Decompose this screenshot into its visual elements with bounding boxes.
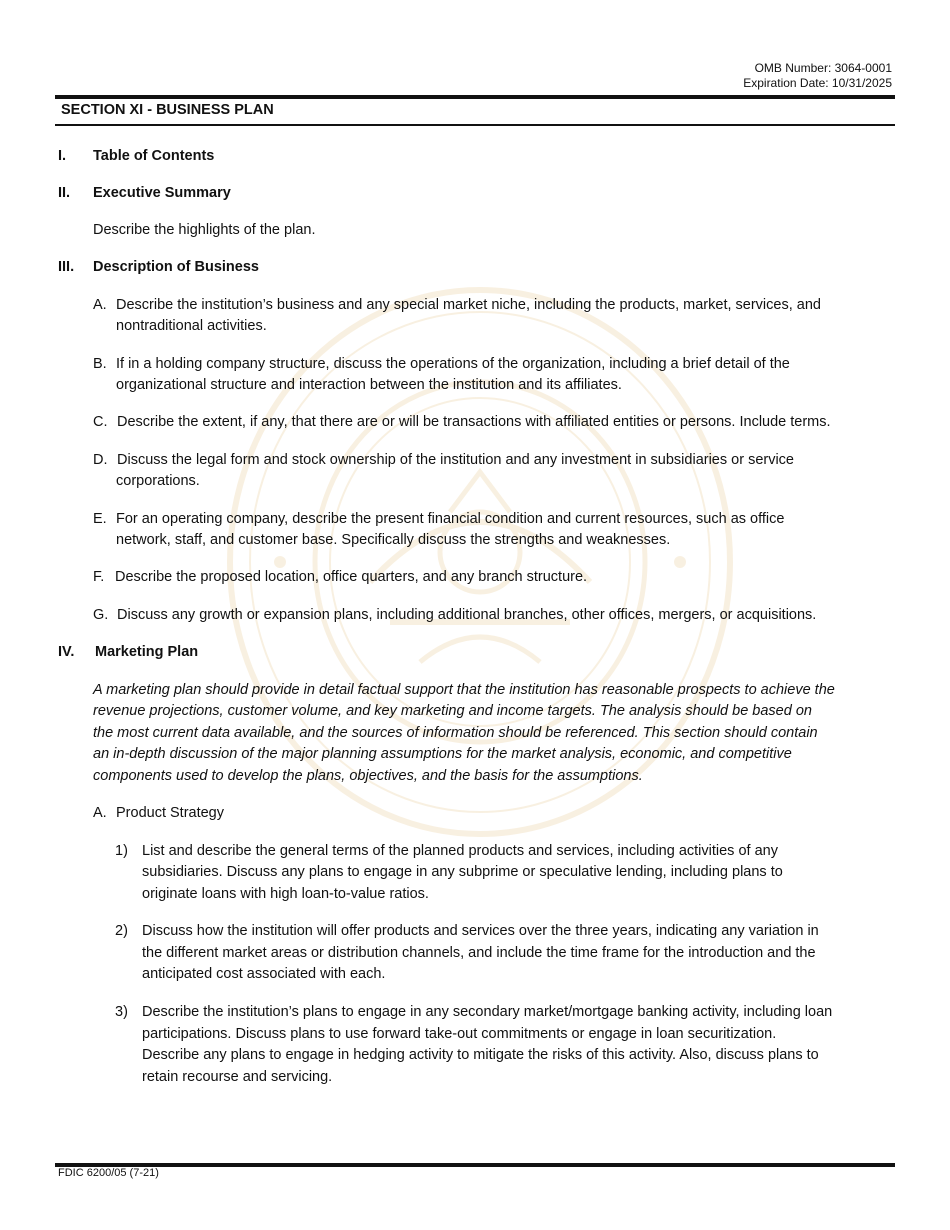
section-i-numeral: I. bbox=[58, 148, 67, 164]
section-iv-title: Marketing Plan bbox=[95, 644, 199, 660]
item-text: participations. Discuss plans to use forward take-out commitments or engage in loan securitization. bbox=[142, 1026, 777, 1042]
item-text: organizational structure and interaction between the institution and its affiliates. bbox=[116, 377, 622, 393]
intro-line: revenue projections, customer volume, and key marketing and income targets. The analysis should be based on bbox=[93, 703, 812, 719]
section-iv-numeral: IV. bbox=[58, 644, 75, 660]
item-letter: G. bbox=[93, 607, 109, 623]
item-text: Discuss the legal form and stock ownership of the institution and any investment in subsidiaries or service bbox=[117, 452, 794, 468]
header-rule-bottom bbox=[55, 124, 895, 126]
item-letter: A. bbox=[93, 297, 107, 313]
footer-rule bbox=[55, 1163, 895, 1167]
item-letter: E. bbox=[93, 511, 107, 527]
item-letter: C. bbox=[93, 414, 108, 430]
item-number: 3) bbox=[115, 1004, 128, 1020]
item-text: Discuss any growth or expansion plans, including additional branches, other offices, mergers, or acquisitions. bbox=[117, 607, 817, 623]
item-text: If in a holding company structure, discuss the operations of the organization, including a brief detail of the bbox=[116, 356, 790, 372]
expiration-date: Expiration Date: 10/31/2025 bbox=[743, 76, 892, 90]
section-ii-body: Describe the highlights of the plan. bbox=[93, 222, 316, 238]
item-letter: F. bbox=[93, 569, 105, 585]
item-text: nontraditional activities. bbox=[116, 318, 267, 334]
item-text: List and describe the general terms of the planned products and services, including activities of any bbox=[142, 843, 778, 859]
item-letter: D. bbox=[93, 452, 108, 468]
form-number: FDIC 6200/05 (7-21) bbox=[58, 1167, 159, 1179]
item-letter: B. bbox=[93, 356, 107, 372]
section-iii-numeral: III. bbox=[58, 259, 75, 275]
section-title: SECTION XI - BUSINESS PLAN bbox=[61, 102, 274, 118]
item-text: the different market areas or distribution channels, and include the time frame for the introduction and the bbox=[142, 945, 816, 961]
item-text: retain recourse and servicing. bbox=[142, 1069, 333, 1085]
item-text: corporations. bbox=[116, 473, 200, 489]
intro-line: an in-depth discussion of the major planning assumptions for the market analysis, economic, and competitive bbox=[93, 746, 792, 762]
item-text: network, staff, and customer base. Specifically discuss the strengths and weaknesses. bbox=[116, 532, 671, 548]
item-number: 2) bbox=[115, 923, 128, 939]
intro-line: A marketing plan should provide in detail factual support that the institution has reasonable prospects to achieve the bbox=[93, 682, 835, 698]
item-text: Describe the institution’s business and any special market niche, including the products, market, services, and bbox=[116, 297, 821, 313]
item-text: originate loans with high loan-to-value ratios. bbox=[142, 886, 429, 902]
section-i-title: Table of Contents bbox=[93, 148, 215, 164]
subsection-a-letter: A. bbox=[93, 805, 107, 821]
header-rule-top bbox=[55, 95, 895, 99]
item-text: anticipated cost associated with each. bbox=[142, 966, 386, 982]
subsection-a-title: Product Strategy bbox=[116, 805, 224, 821]
item-text: Describe the institution’s plans to engage in any secondary market/mortgage banking activity, including loan bbox=[142, 1004, 833, 1020]
section-ii-numeral: II. bbox=[58, 185, 71, 201]
intro-line: the most current data available, and the sources of information should be referenced. This section should contain bbox=[93, 725, 818, 741]
omb-number: OMB Number: 3064-0001 bbox=[754, 61, 892, 75]
item-text: subsidiaries. Discuss any plans to engage in any subprime or speculative lending, including plans to bbox=[142, 864, 783, 880]
item-text: Describe the proposed location, office quarters, and any branch structure. bbox=[115, 569, 588, 585]
section-iii-title: Description of Business bbox=[93, 259, 259, 275]
item-text: Describe any plans to engage in hedging activity to mitigate the risks of this activity. Also, discuss plans to bbox=[142, 1047, 819, 1063]
item-number: 1) bbox=[115, 843, 128, 859]
item-text: For an operating company, describe the present financial condition and current resources, such as office bbox=[116, 511, 785, 527]
intro-line: components used to develop the plans, objectives, and the basis for the assumptions. bbox=[93, 768, 643, 784]
item-text: Discuss how the institution will offer products and services over the three years, indicating any variation in bbox=[142, 923, 819, 939]
omb-info bbox=[743, 61, 892, 91]
item-text: Describe the extent, if any, that there are or will be transactions with affiliated entities or persons. Include terms. bbox=[117, 414, 831, 430]
section-ii-title: Executive Summary bbox=[93, 185, 231, 201]
